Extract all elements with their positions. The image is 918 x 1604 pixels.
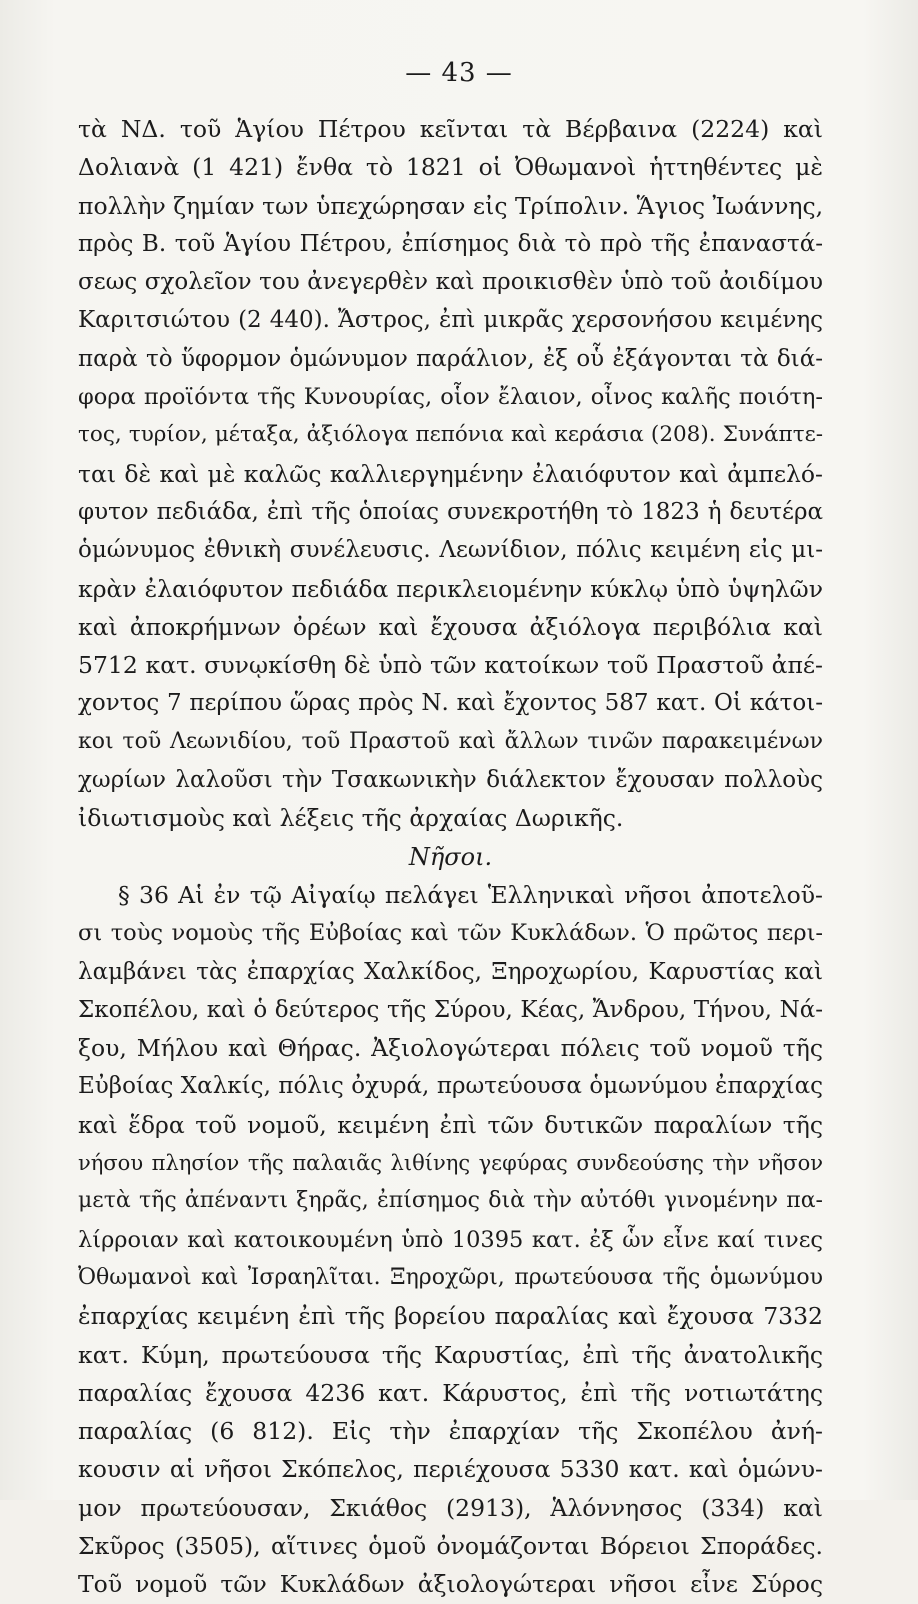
- text-line: παραλίας (6 812). Εἰς τὴν ἐπαρχίαν τῆς Σκοπέλου ἀνή-: [78, 1417, 823, 1446]
- text-line: Σκοπέλου, καὶ ὁ δεύτερος τῆς Σύρου, Κέας, Ἄνδρου, Τήνου, Νά-: [78, 996, 823, 1023]
- text-line: χωρίων λαλοῦσι τὴν Τσακωνικὴν διάλεκτον ἔχουσαν πολλοὺς: [78, 767, 823, 794]
- text-line: καὶ ἀποκρήμνων ὀρέων καὶ ἔχουσα ἀξιόλογα περιβόλια καὶ: [78, 612, 823, 641]
- text-line: 5712 κατ. συνῳκίσθη δὲ ὑπὸ τῶν κατοίκων τοῦ Πραστοῦ ἀπέ-: [78, 651, 823, 680]
- text-line: Δολιανὰ (1 421) ἔνθα τὸ 1821 οἱ Ὀθωμανοὶ ἡττηθέντες μὲ: [78, 153, 823, 182]
- text-line: τος, τυρίον, μέταξα, ἀξιόλογα πεπόνια καὶ κεράσια (208). Συνάπτε-: [78, 422, 823, 448]
- body-text: [78, 110, 823, 1604]
- text-line: παραλίας ἔχουσα 4236 κατ. Κάρυστος, ἐπὶ τῆς νοτιωτάτης: [78, 1378, 823, 1407]
- text-line: ται δὲ καὶ μὲ καλῶς καλλιεργημένην ἐλαιόφυτον καὶ ἀμπελό-: [78, 459, 823, 488]
- text-line: Καριτσιώτου (2 440). Ἄστρος, ἐπὶ μικρᾶς χερσονήσου κειμένης: [78, 307, 823, 334]
- text-line: καὶ ἕδρα τοῦ νομοῦ, κειμένη ἐπὶ τῶν δυτικῶν παραλίων τῆς: [78, 1110, 823, 1139]
- text-line: μετὰ τῆς ἀπέναντι ξηρᾶς, ἐπίσημος διὰ τὴν αὐτόθι γινομένην πα-: [78, 1188, 823, 1214]
- text-line: πολλὴν ζημίαν των ὑπεχώρησαν εἰς Τρίπολιν. Ἅγιος Ἰωάννης,: [78, 191, 824, 220]
- text-line: ὁμώνυμος ἐθνικὴ συνέλευσις. Λεωνίδιον, πόλις κειμένη εἰς μι-: [78, 537, 823, 564]
- text-line: λίρροιαν καὶ κατοικουμένη ὑπὸ 10395 κατ. ἐξ ὧν εἶνε καί τινες: [78, 1226, 823, 1253]
- text-line: σι τοὺς νομοὺς τῆς Εὐβοίας καὶ τῶν Κυκλάδων. Ὁ πρῶτος περι-: [78, 920, 823, 947]
- text-line: § 36 Αἱ ἐν τῷ Αἰγαίῳ πελάγει Ἑλληνικαὶ νῆσοι ἀποτελοῦ-: [118, 880, 823, 909]
- text-line: λαμβάνει τὰς ἐπαρχίας Χαλκίδος, Ξηροχωρίου, Καρυστίας καὶ: [78, 958, 823, 985]
- text-line: φυτον πεδιάδα, ἐπὶ τῆς ὁποίας συνεκροτήθη τὸ 1823 ἡ δευτέρα: [78, 498, 823, 525]
- text-line: Τοῦ νομοῦ τῶν Κυκλάδων ἀξιολογώτεραι νῆσοι εἶνε Σύρος: [78, 1570, 823, 1599]
- text-line: τὰ ΝΔ. τοῦ Ἁγίου Πέτρου κεῖνται τὰ Βέρβαινα (2224) καὶ: [78, 115, 823, 143]
- text-line: μον πρωτεύουσαν, Σκιάθος (2913), Ἁλόννησος (334) καὶ: [78, 1493, 823, 1522]
- text-line: κατ. Κύμη, πρωτεύουσα τῆς Καρυστίας, ἐπὶ τῆς ἀνατολικῆς: [78, 1340, 823, 1369]
- text-line: σεως σχολεῖον του ἀνεγερθὲν καὶ προικισθὲν ὑπὸ τοῦ ἀοιδίμου: [78, 269, 823, 296]
- page-number: — 43 —: [405, 58, 513, 88]
- text-line: χοντος 7 περίπου ὥρας πρὸς Ν. καὶ ἔχοντος 587 κατ. Οἱ κάτοι-: [78, 690, 823, 717]
- text-line: ἐπαρχίας κειμένη ἐπὶ τῆς βορείου παραλίας καὶ ἔχουσα 7332: [78, 1302, 823, 1331]
- text-line: ξου, Μήλου καὶ Θήρας. Ἀξιολογώτεραι πόλεις τοῦ νομοῦ τῆς: [78, 1034, 823, 1063]
- text-line: πρὸς Β. τοῦ Ἁγίου Πέτρου, ἐπίσημος διὰ τὸ πρὸ τῆς ἐπαναστά-: [78, 230, 823, 257]
- text-line: κοι τοῦ Λεωνιδίου, τοῦ Πραστοῦ καὶ ἄλλων τινῶν παρακειμένων: [78, 728, 823, 754]
- text-line: παρὰ τὸ ὕφορμον ὁμώνυμον παράλιον, ἐξ οὗ ἐξάγονται τὰ διά-: [78, 345, 823, 372]
- text-line: φορα προϊόντα τῆς Κυνουρίας, οἷον ἔλαιον, οἶνος καλῆς ποιότη-: [78, 384, 823, 411]
- text-line: νήσου πλησίον τῆς παλαιᾶς λιθίνης γεφύρας συνδεούσης τὴν νῆσον: [78, 1151, 823, 1176]
- text-line: Εὐβοίας Χαλκίς, πόλις ὀχυρά, πρωτεύουσα ὁμωνύμου ἐπαρχίας: [78, 1073, 823, 1100]
- text-line: κουσιν αἱ νῆσοι Σκόπελος, περιέχουσα 5330 κατ. καὶ ὁμώνυ-: [78, 1455, 823, 1484]
- text-line: Ὀθωμανοὶ καὶ Ἰσραηλῖται. Ξηροχῶρι, πρωτεύουσα τῆς ὁμωνύμου: [78, 1264, 823, 1290]
- text-line: κρὰν ἐλαιόφυτον πεδιάδα περικλειομένην κύκλῳ ὑπὸ ὑψηλῶν: [78, 574, 823, 603]
- text-line: Σκῦρος (3505), αἵτινες ὁμοῦ ὀνομάζονται Βόρειοι Σποράδες.: [78, 1531, 823, 1560]
- text-line: ἰδιωτισμοὺς καὶ λέξεις τῆς ἀρχαίας Δωρικῆς.: [78, 804, 624, 833]
- section-heading: Νῆσοι.: [408, 842, 493, 871]
